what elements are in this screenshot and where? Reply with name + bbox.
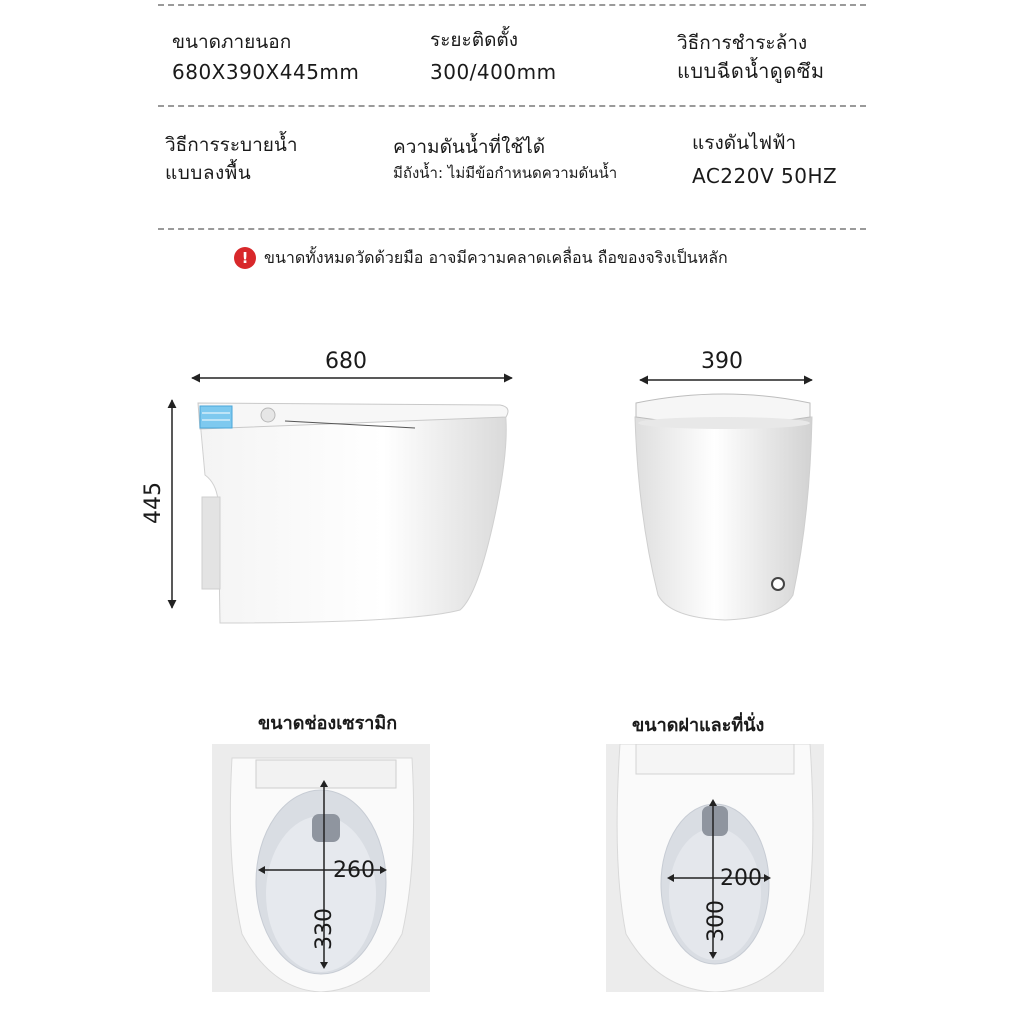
warning-text: ขนาดทั้งหมดวัดด้วยมือ อาจมีความคลาดเคลื่อน ถือของจริงเป็นหลัก bbox=[264, 247, 728, 267]
middle-divider bbox=[158, 105, 866, 107]
ceramic-bowl-drawing bbox=[212, 744, 430, 992]
spec-flush-method-value: แบบฉีดน้ำดูดซึม bbox=[677, 59, 825, 83]
side-view-drawing bbox=[160, 365, 530, 630]
measurement-warning bbox=[234, 245, 728, 271]
spec-dimensions-label: ขนาดภายนอก bbox=[172, 31, 292, 53]
exclamation-icon: ! bbox=[234, 247, 256, 269]
spec-drain-value: แบบลงพื้น bbox=[165, 162, 252, 184]
knob-icon bbox=[261, 408, 275, 422]
bottom-divider bbox=[158, 228, 866, 230]
seat-bowl-title: ขนาดฝาและที่นั่ง bbox=[632, 715, 765, 736]
spec-voltage-value: AC220V 50HZ bbox=[692, 164, 838, 188]
back-pedestal bbox=[202, 497, 220, 589]
toilet-front-body bbox=[635, 417, 812, 620]
side-height-label: 445 bbox=[141, 482, 166, 524]
spec-rough-in-label: ระยะติดตั้ง bbox=[430, 29, 519, 51]
spec-voltage-label: แรงดันไฟฟ้า bbox=[692, 132, 797, 154]
seat-bowl-drawing bbox=[606, 744, 824, 992]
toilet-side-body bbox=[200, 410, 506, 623]
ceramic-length-label: 330 bbox=[312, 908, 337, 950]
seat-length-label: 300 bbox=[704, 900, 729, 942]
spec-rough-in-value: 300/400mm bbox=[430, 60, 557, 84]
control-panel-icon bbox=[200, 406, 232, 428]
spec-drain-label: วิธีการระบายน้ำ bbox=[165, 134, 298, 156]
ceramic-width-label: 260 bbox=[333, 858, 375, 883]
ceramic-bowl-title: ขนาดช่องเซรามิก bbox=[258, 713, 398, 734]
top-divider bbox=[158, 4, 866, 6]
side-width-label: 680 bbox=[325, 349, 367, 374]
front-width-label: 390 bbox=[701, 349, 743, 374]
spec-flush-method-label: วิธีการชำระล้าง bbox=[677, 32, 808, 54]
seat-width-label: 200 bbox=[720, 866, 762, 891]
spec-dimensions-value: 680X390X445mm bbox=[172, 60, 360, 84]
spec-water-pressure-label: ความดันน้ำที่ใช้ได้ bbox=[393, 136, 546, 158]
front-view-drawing bbox=[630, 365, 820, 630]
spec-water-pressure-value: มีถังน้ำ: ไม่มีข้อกำหนดความดันน้ำ bbox=[393, 164, 618, 182]
water-inlet-icon bbox=[772, 578, 784, 590]
